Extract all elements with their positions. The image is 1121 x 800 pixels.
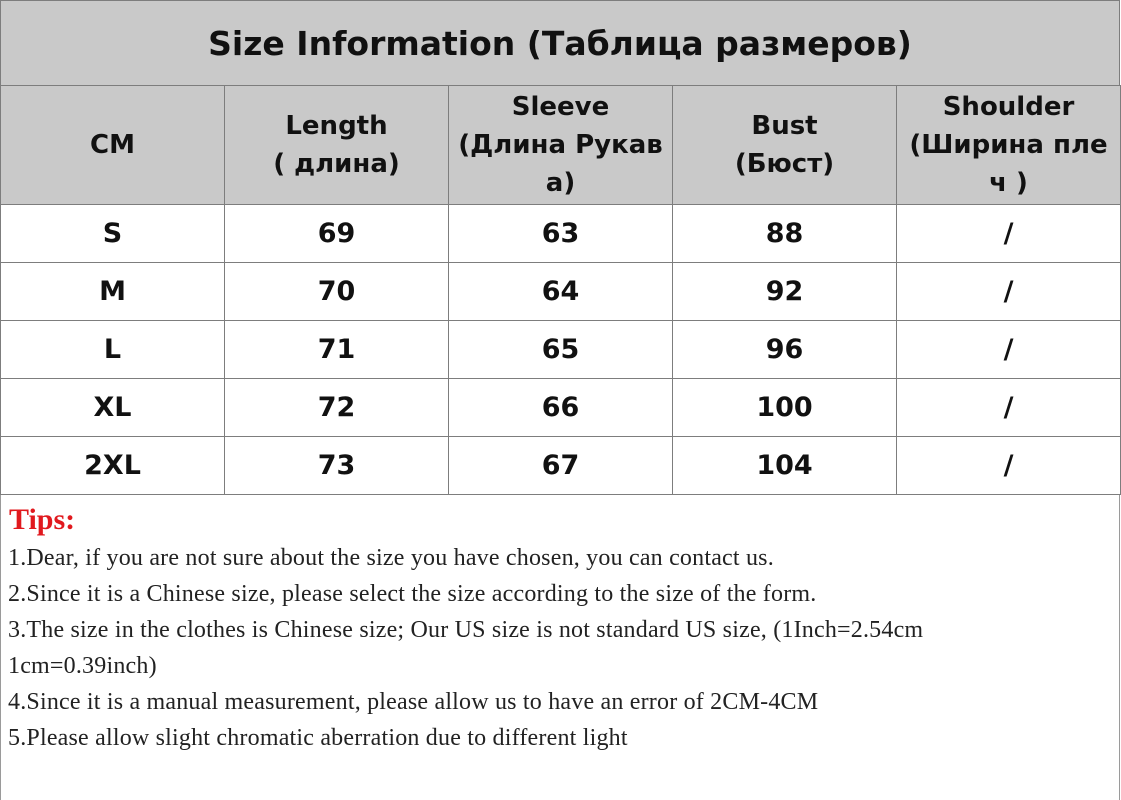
shoulder-cell: / <box>897 205 1121 263</box>
tips-section <box>0 495 1120 800</box>
shoulder-cell: / <box>897 379 1121 437</box>
header-line: (Ширина пле <box>909 130 1108 160</box>
tip-line: 4.Since it is a manual measurement, please allow us to have an error of 2CM-4CM <box>8 689 819 715</box>
shoulder-cell: / <box>897 263 1121 321</box>
sleeve-cell: 63 <box>449 205 673 263</box>
sleeve-cell: 64 <box>449 263 673 321</box>
tip-line: 2.Since it is a Chinese size, please select the size according to the size of the form. <box>8 581 817 607</box>
header-line: CM <box>90 130 135 160</box>
size-cell: S <box>1 205 225 263</box>
header-line: (Бюст) <box>734 149 835 179</box>
size-table <box>0 85 1121 495</box>
header-line: ( длина) <box>273 149 400 179</box>
header-cm <box>1 86 225 205</box>
table-row <box>1 263 1121 321</box>
table-header-row <box>1 86 1121 205</box>
tip-line: 5.Please allow slight chromatic aberration due to different light <box>8 725 628 751</box>
header-line: Sleeve <box>511 92 610 122</box>
size-cell: 2XL <box>1 437 225 495</box>
header-shoulder <box>897 86 1121 205</box>
sleeve-cell: 66 <box>449 379 673 437</box>
bust-cell: 88 <box>673 205 897 263</box>
bust-cell: 104 <box>673 437 897 495</box>
length-cell: 71 <box>225 321 449 379</box>
tip-line: 1cm=0.39inch) <box>8 653 157 679</box>
bust-cell: 100 <box>673 379 897 437</box>
header-length <box>225 86 449 205</box>
tip-line: 3.The size in the clothes is Chinese size; Our US size is not standard US size, (1Inch=2.54cm <box>8 617 924 643</box>
length-cell: 72 <box>225 379 449 437</box>
shoulder-cell: / <box>897 437 1121 495</box>
length-cell: 70 <box>225 263 449 321</box>
header-sleeve <box>449 86 673 205</box>
length-cell: 69 <box>225 205 449 263</box>
length-cell: 73 <box>225 437 449 495</box>
sleeve-cell: 65 <box>449 321 673 379</box>
bust-cell: 96 <box>673 321 897 379</box>
header-bust <box>673 86 897 205</box>
table-row <box>1 437 1121 495</box>
header-line: (Длина Рукав <box>458 130 663 160</box>
tip-line: 1.Dear, if you are not sure about the size you have chosen, you can contact us. <box>8 545 774 571</box>
header-line: Shoulder <box>942 92 1075 122</box>
header-line: а) <box>545 168 576 198</box>
sleeve-cell: 67 <box>449 437 673 495</box>
header-line: Length <box>285 111 388 141</box>
table-row <box>1 321 1121 379</box>
table-row <box>1 379 1121 437</box>
size-cell: XL <box>1 379 225 437</box>
header-line: ч ) <box>989 168 1028 198</box>
shoulder-cell: / <box>897 321 1121 379</box>
tips-heading: Tips: <box>9 503 76 536</box>
page-title: Size Information (Таблица размеров) <box>0 0 1120 86</box>
size-cell: M <box>1 263 225 321</box>
size-cell: L <box>1 321 225 379</box>
table-row <box>1 205 1121 263</box>
bust-cell: 92 <box>673 263 897 321</box>
header-line: Bust <box>751 111 818 141</box>
